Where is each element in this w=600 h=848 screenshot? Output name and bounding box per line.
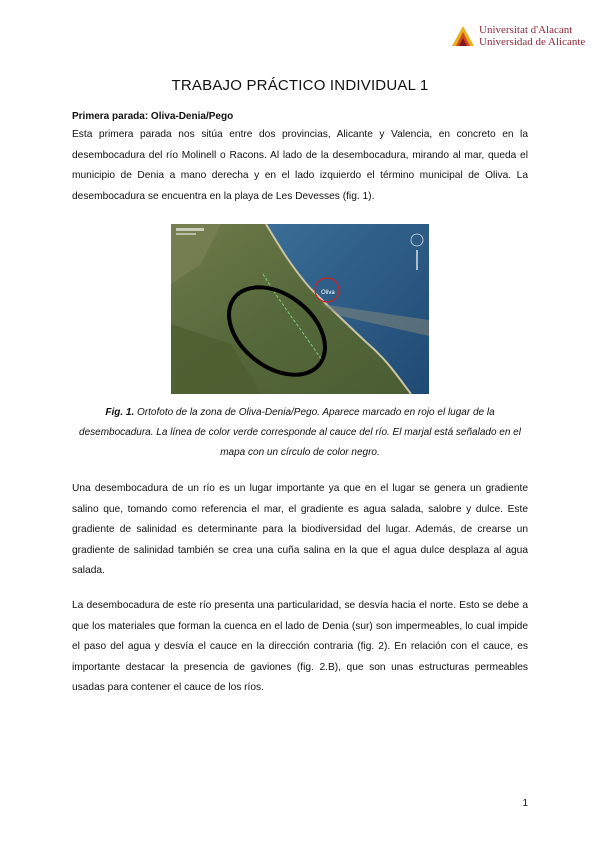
- university-logo: [452, 22, 586, 50]
- map-label-oliva: Oliva: [321, 290, 335, 296]
- page-number: 1: [522, 798, 528, 809]
- orthophoto-map: [171, 224, 429, 394]
- section-heading: Primera parada: Oliva-Denia/Pego: [72, 111, 234, 122]
- paragraph-intro: Esta primera parada nos sitúa entre dos provincias, Alicante y Valencia, en concreto en la desembocadura del río Molinell o Racons. Al lado de la desembocadura, mirando al mar, queda el municipio de Denia a mano derecha y en el lado izquierdo el término municipal de Oliva. La desembocadura se encuentra en la playa de Les Devesses (fig. 1).: [72, 129, 528, 202]
- figure-caption: [72, 403, 528, 463]
- logo-text-spanish: Universidad de Alicante: [479, 36, 586, 48]
- figure-caption-text: Ortofoto de la zona de Oliva-Denia/Pego. Aparece marcado en rojo el lugar de la desembocadura. La línea de color verde corresponde al cauce del río. El marjal está señalado en el mapa con un círculo de color negro.: [79, 407, 521, 458]
- figure-orthophoto: [171, 224, 429, 394]
- paragraph-river-deviation: La desembocadura de este río presenta una particularidad, se desvía hacia el norte. Esto se debe a que los materiales que forman la cuenca en el lado de Denia (sur) son impermeables, lo cual impide el paso del agua y desvía el cauce en la dirección contraria (fig. 2). En relación con el cauce, es importante destacar la presencia de gaviones (fig. 2.B), que son unas estructuras permeables usadas para contener el cauce de los ríos.: [72, 600, 528, 694]
- document-title: TRABAJO PRÁCTICO INDIVIDUAL 1: [171, 77, 429, 94]
- university-logo-icon: [452, 26, 474, 46]
- figure-caption-label: Fig. 1.: [105, 407, 135, 418]
- paragraph-salinity: Una desembocadura de un río es un lugar importante ya que en el lugar se genera un gradiente salino que, tomando como referencia el mar, el gradiente es agua salada, salobre y dulce. Este gradiente de salinidad es determinante para la biodiversidad del lugar. Además, de crearse un gradiente de salinidad también se crea una cuña salina en la que el agua dulce desplaza al agua salada.: [72, 483, 528, 577]
- logo-text-valencian: Universitat d'Alacant: [479, 24, 573, 36]
